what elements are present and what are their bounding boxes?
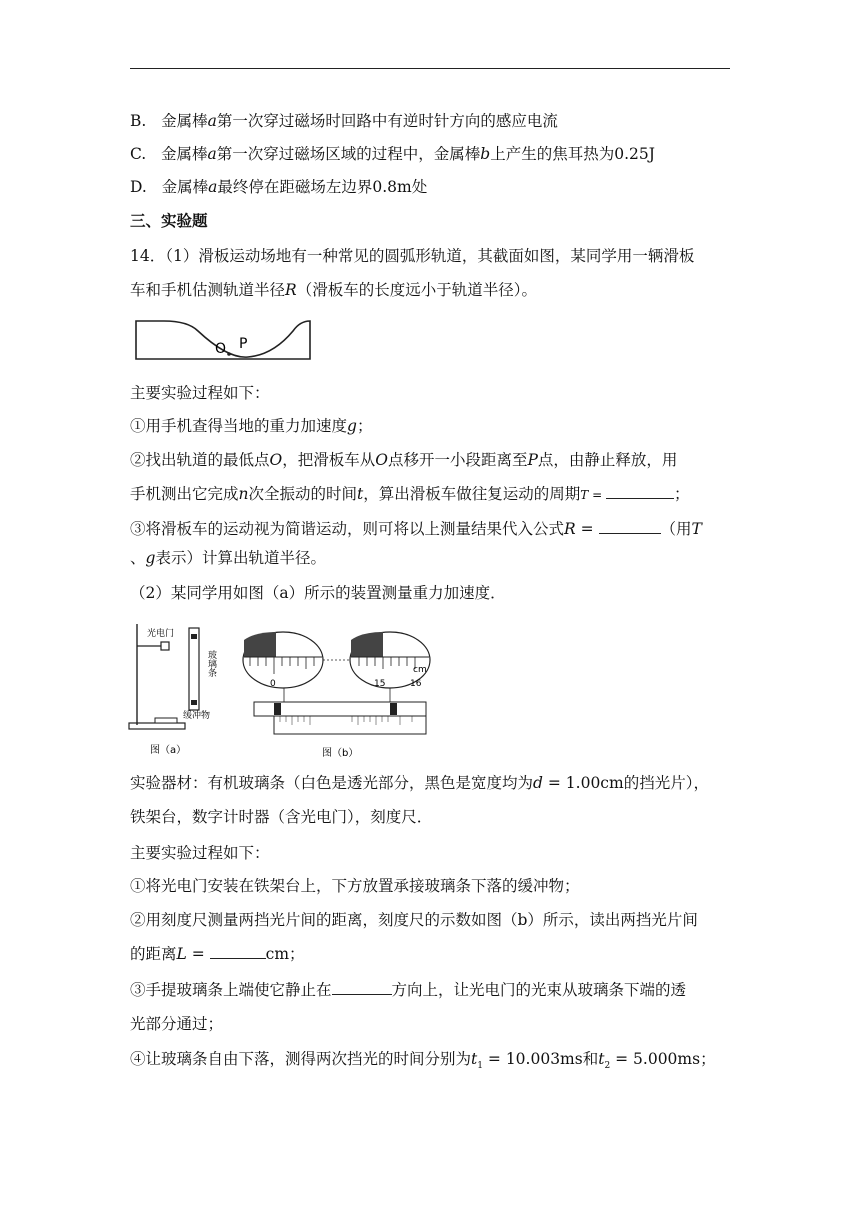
step-2-line-1 <box>130 449 740 471</box>
var-O: O <box>269 451 283 469</box>
q14-line-2-text: 车和手机估测轨道半径 <box>130 281 286 299</box>
var-t2: t <box>598 1050 605 1068</box>
option-b-text-2: 第一次穿过磁场时回路中有逆时针方向的感应电流 <box>216 112 558 130</box>
header-rule <box>130 68 730 69</box>
equals-sign: = <box>588 488 606 502</box>
process-title-2: 主要实验过程如下： <box>130 844 270 862</box>
shade-magnified-right <box>351 632 383 657</box>
glass-strip <box>189 628 199 710</box>
s-step-3-text: ③手提玻璃条上端使它静止在 <box>130 981 332 999</box>
s-step-2-line-1: ②用刻度尺测量两挡光片间的距离，刻度尺的示数如图（b）所示，读出两挡光片间 <box>130 911 698 929</box>
unit-label: cm <box>413 665 427 675</box>
step-2-text-2: ，把滑板车从 <box>282 451 376 469</box>
option-d <box>130 176 740 198</box>
s-step-2-line-2 <box>130 943 740 965</box>
photogate <box>161 642 169 650</box>
tick-label-15: 15 <box>374 679 386 689</box>
ruler-body <box>274 716 426 734</box>
time-value-1: = 10.003ms <box>482 1050 583 1068</box>
var-a: a <box>208 178 218 196</box>
step-2-text-4: 点，由静止释放，用 <box>537 451 678 469</box>
point-o-label: O <box>215 341 227 357</box>
step-3-text: ③将滑板车的运动视为简谐运动，则可将以上测量结果代入公式 <box>130 520 565 538</box>
step-3-text-2: （用 <box>660 520 692 538</box>
option-b-label: B. <box>130 112 147 130</box>
var-b: b <box>480 145 491 163</box>
step-2b-text-2: 次全振动的时间 <box>248 485 358 503</box>
s-step-3-line-2: 光部分通过； <box>130 1015 224 1033</box>
figure-a-caption: 图（a） <box>150 745 187 756</box>
tick-label-0: 0 <box>270 679 276 689</box>
option-c-text-3: 上产生的焦耳热为0.25J <box>490 145 655 163</box>
s-step-3-text-2: 方向上，让光电门的光束从玻璃条下端的透 <box>391 981 687 999</box>
var-L: L <box>176 945 187 963</box>
step-3b-text: 、 <box>130 549 146 567</box>
buffer-block <box>155 718 177 723</box>
gate-label: 光电门 <box>147 629 175 639</box>
step-3-line-1 <box>130 518 740 540</box>
s-step-4 <box>130 1048 740 1077</box>
var-P: P <box>527 451 538 469</box>
equipment-line-1 <box>130 772 740 794</box>
q14-line-2-text-2: （滑板车的长度远小于轨道半径）。 <box>296 281 537 299</box>
point-o-dot <box>227 352 231 356</box>
q14-line-1: 14．（1）滑板运动场地有一种常见的圆弧形轨道，其截面如图，某同学用一辆滑板 <box>130 247 695 265</box>
var-R: R <box>564 520 576 538</box>
s-step-2-text: 的距离 <box>130 945 177 963</box>
time-value-2: = 5.000ms <box>610 1050 701 1068</box>
equipment-line-2: 铁架台，数字计时器（含光电门），刻度尺． <box>130 808 433 826</box>
step-2b-text: 手机测出它完成 <box>130 485 239 503</box>
part-2-intro: （2）某同学用如图（a）所示的装置测量重力加速度． <box>130 584 506 602</box>
option-c-label: C. <box>130 145 147 163</box>
buffer-label: 缓冲物 <box>183 711 211 721</box>
figure-b-caption: 图（b） <box>322 748 359 759</box>
s-step-4-text: ④让玻璃条自由下落，测得两次挡光的时间分别为 <box>130 1050 472 1068</box>
option-d-text: 金属棒 <box>161 178 209 196</box>
q14-line-2 <box>130 279 740 301</box>
s-step-4-end: ； <box>700 1050 716 1068</box>
option-b <box>130 110 740 132</box>
var-t: t <box>357 485 364 503</box>
subscript-2: 2 <box>604 1061 611 1072</box>
equals-sign: = <box>575 520 599 538</box>
option-b-text: 金属棒 <box>161 112 208 130</box>
figure-a-apparatus <box>125 620 225 760</box>
var-R: R <box>285 281 297 299</box>
answer-blank-radius[interactable] <box>599 519 661 534</box>
option-c-text: 金属棒 <box>161 145 208 163</box>
tick-label-16: 16 <box>410 679 422 689</box>
answer-blank-direction[interactable] <box>332 980 392 995</box>
step-1-end: ； <box>356 417 373 435</box>
step-3b-text-2: 表示）计算出轨道半径。 <box>155 549 326 567</box>
var-n: n <box>238 485 249 503</box>
var-a: a <box>207 145 217 163</box>
var-g: g <box>145 549 156 567</box>
option-d-label: D. <box>130 178 147 196</box>
equipment-text: 实验器材：有机玻璃条（白色是透光部分，黑色是宽度均为 <box>130 774 534 792</box>
subscript-1: 1 <box>477 1061 483 1072</box>
answer-blank-period[interactable] <box>606 484 674 499</box>
shade-1 <box>274 703 281 715</box>
var-T: T <box>580 488 589 502</box>
step-2-line-2 <box>130 483 740 506</box>
s-step-2-unit: cm； <box>265 945 305 963</box>
s-step-3-line-1 <box>130 979 740 1001</box>
step-2-text: ②找出轨道的最低点 <box>130 451 270 469</box>
answer-blank-distance[interactable] <box>210 944 266 959</box>
var-O: O <box>375 451 388 469</box>
var-T: T <box>691 520 702 538</box>
process-title: 主要实验过程如下： <box>130 384 270 402</box>
figure-b-ruler <box>240 630 435 760</box>
shade-magnified-left <box>244 632 276 657</box>
track-figure <box>128 315 318 365</box>
var-t1: t <box>471 1050 478 1068</box>
step-2b-end: ； <box>673 485 690 503</box>
shade-2 <box>390 703 397 715</box>
point-p-label: P <box>239 336 248 352</box>
section-title: 三、实验题 <box>130 211 208 230</box>
var-g: g <box>347 417 357 435</box>
s-step-4-and: 和 <box>582 1050 599 1068</box>
option-c <box>130 143 740 165</box>
equals-sign: = <box>186 945 210 963</box>
s-step-1: ①将光电门安装在铁架台上，下方放置承接玻璃条下落的缓冲物； <box>130 877 580 895</box>
step-3-line-2 <box>130 547 740 569</box>
width-value: = 1.00cm <box>542 774 624 792</box>
shade-top <box>191 634 197 639</box>
option-c-text-2: 第一次穿过磁场区域的过程中，金属棒 <box>216 145 481 163</box>
strip-label: 玻璃条 <box>206 650 216 677</box>
step-1-text: ①用手机查得当地的重力加速度 <box>130 417 348 435</box>
var-d: d <box>533 774 543 792</box>
option-d-text-2: 最终停在距磁场左边界0.8m处 <box>217 178 428 196</box>
var-a: a <box>207 112 217 130</box>
shade-bottom <box>191 700 197 705</box>
equipment-text-2: 的挡光片）， <box>623 774 709 792</box>
step-2b-text-3: ，算出滑板车做往复运动的周期 <box>363 485 581 503</box>
step-1 <box>130 415 740 437</box>
step-2-text-3: 点移开一小段距离至 <box>387 451 528 469</box>
